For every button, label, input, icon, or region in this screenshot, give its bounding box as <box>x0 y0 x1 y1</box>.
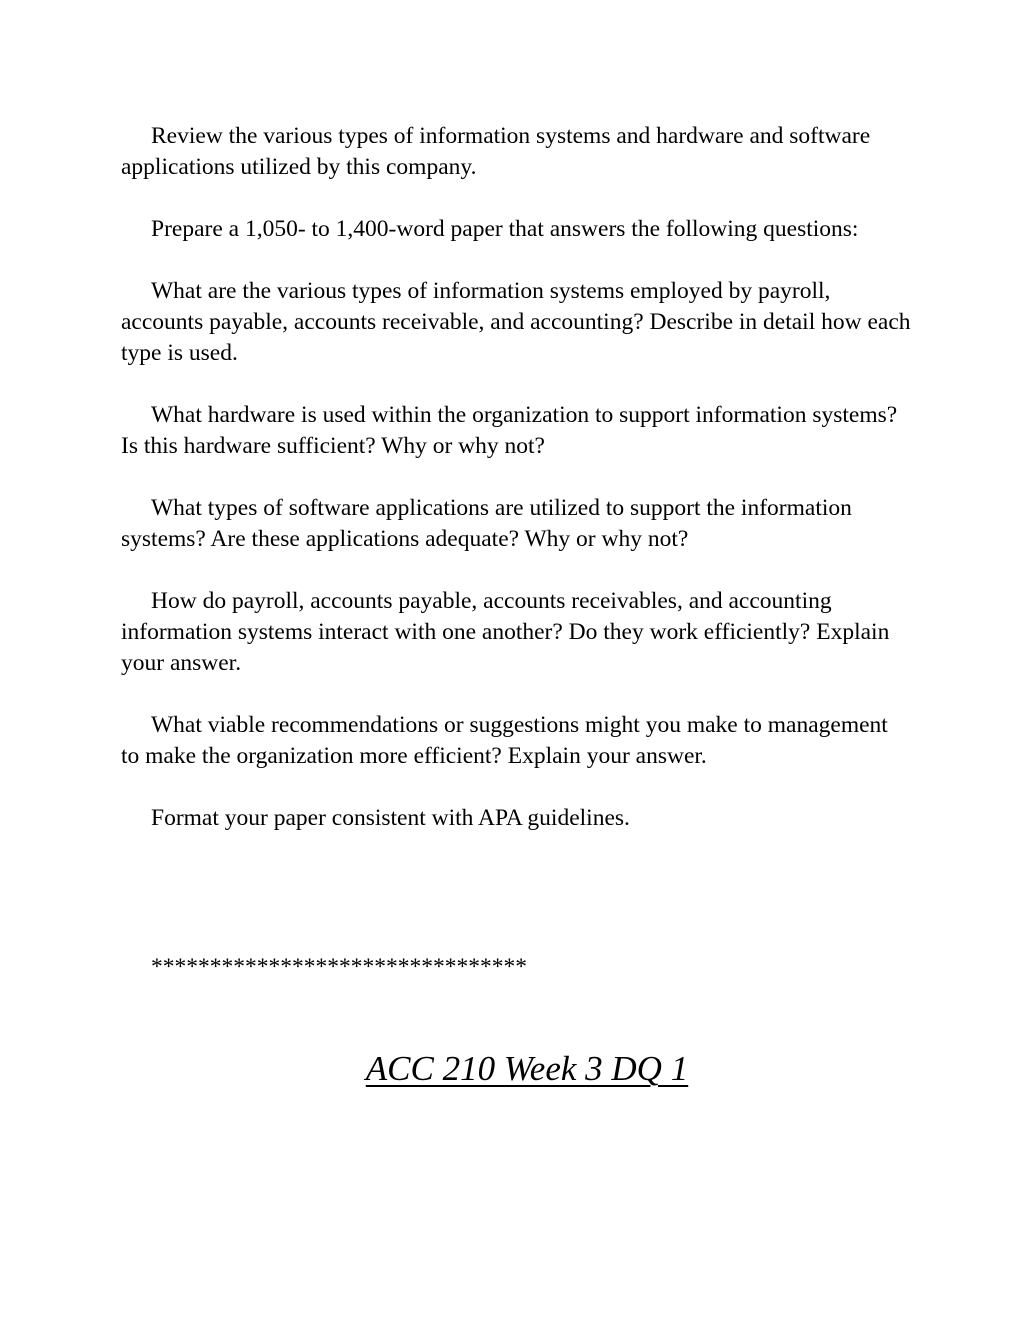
paragraph-question-recommendations: What viable recommendations or suggestions might you make to management to make the organization more efficient? Explain your answer. <box>121 712 888 769</box>
document-body <box>121 121 911 834</box>
paragraph-paper-length: Prepare a 1,050- to 1,400-word paper that answers the following questions: <box>151 216 859 242</box>
paragraph-question-software: What types of software applications are utilized to support the information systems? Are these applications adequate? Why or why not? <box>121 495 852 552</box>
paragraph-question-types: What are the various types of information systems employed by payroll, accounts payable, accounts receivable, and accounting? Describe in detail how each type is used. <box>121 278 911 366</box>
paragraph-apa-format: Format your paper consistent with APA guidelines. <box>151 805 630 831</box>
asterisk-separator: ******************************** <box>151 954 527 980</box>
section-heading: ACC 210 Week 3 DQ 1 <box>365 1049 689 1088</box>
paragraph-question-hardware: What hardware is used within the organization to support information systems? Is this hardware sufficient? Why or why not? <box>121 402 898 459</box>
paragraph-question-interaction: How do payroll, accounts payable, accounts receivables, and accounting information systems interact with one another? Do they work efficiently? Explain your answer. <box>121 588 890 676</box>
paragraph-review-systems: Review the various types of information systems and hardware and software applications utilized by this company. <box>121 123 871 180</box>
